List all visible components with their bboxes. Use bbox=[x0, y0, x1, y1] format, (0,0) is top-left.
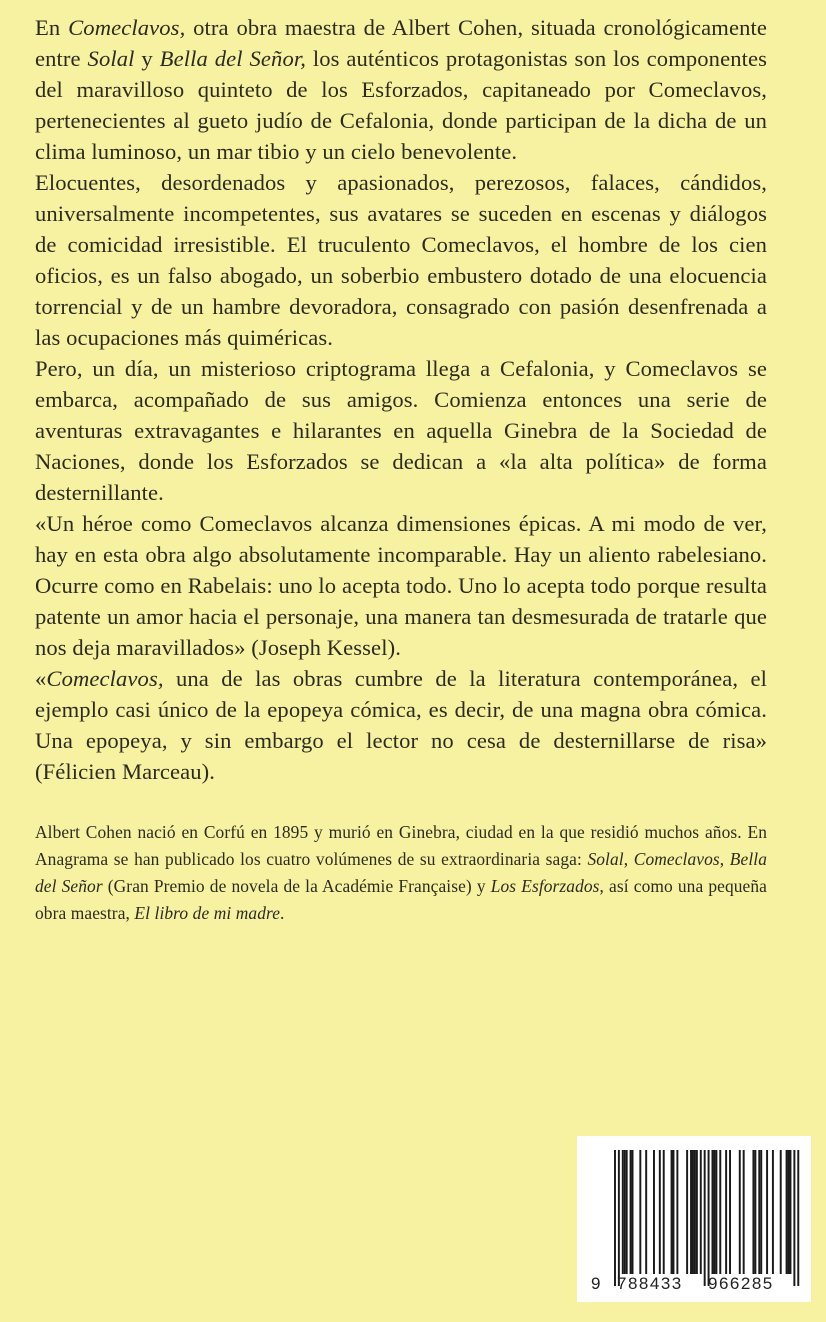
barcode-bar bbox=[790, 1150, 792, 1274]
isbn-left-group: 788433 bbox=[617, 1274, 683, 1293]
barcode-bar bbox=[752, 1150, 754, 1274]
isbn-right-group: 966285 bbox=[708, 1274, 774, 1293]
barcode-bar bbox=[626, 1150, 628, 1274]
barcode-bar bbox=[715, 1150, 717, 1274]
barcode-bar bbox=[676, 1150, 678, 1274]
text-run: (Gran Premio de novela de la Académie Française) y bbox=[102, 876, 491, 896]
text-run: , bbox=[623, 849, 634, 869]
barcode-bar bbox=[772, 1150, 774, 1274]
barcode-bar bbox=[704, 1150, 706, 1286]
barcode-bar bbox=[618, 1150, 620, 1286]
barcode-bar bbox=[653, 1150, 655, 1274]
quote-marceau bbox=[35, 663, 767, 787]
text-run: los auténticos protagonistas son los componentes del maravilloso quinteto de los Esforzados, capitaneado por Comeclavos, pertenecientes al gueto judío de Cefalonia, donde participan de la dicha de un clima luminoso, un mar tibio y un cielo benevolente. bbox=[35, 46, 767, 164]
text-run: « bbox=[35, 666, 47, 691]
barcode-bar bbox=[754, 1150, 756, 1274]
barcode-bar bbox=[793, 1150, 795, 1286]
barcode-bar bbox=[614, 1150, 616, 1286]
barcode-bar bbox=[632, 1150, 634, 1274]
barcode-bar bbox=[712, 1150, 714, 1274]
barcode-bar bbox=[686, 1150, 688, 1274]
text-run: una de las obras cumbre de la literatura contemporánea, el ejemplo casi único de la epopeya cómica, es decir, de una magna obra cómica. Una epopeya, y sin embargo el lector no cesa de desternillarse de risa» (Félicien Marceau). bbox=[35, 666, 767, 784]
barcode-bar bbox=[708, 1150, 710, 1286]
barcode-bar bbox=[663, 1150, 665, 1274]
quote-kessel: «Un héroe como Comeclavos alcanza dimensiones épicas. A mi modo de ver, hay en esta obra algo absolutamente incomparable. Hay un aliento rabelesiano. Ocurre como en Rabelais: uno lo acepta todo. Uno lo acepta todo porque resulta patente un amor hacia el personaje, una manera tan desmesurada de tratarle que nos deja maravillados» (Joseph Kessel). bbox=[35, 511, 767, 660]
barcode-bar bbox=[700, 1150, 702, 1274]
isbn-barcode bbox=[577, 1136, 811, 1302]
text-run: Albert Cohen nació en Corfú en 1895 y murió en Ginebra, ciudad en la que residió muchos años. En Anagrama se han publicado los cuatro volúmenes de su extraordinaria saga: bbox=[35, 822, 767, 869]
book-title-comeclavos: Comeclavos bbox=[633, 849, 720, 869]
barcode-bar bbox=[624, 1150, 626, 1274]
isbn-lead-digit: 9 bbox=[591, 1274, 601, 1293]
text-run: , así como una pequeña obra maestra, bbox=[35, 876, 767, 923]
barcode-bar bbox=[766, 1150, 768, 1274]
barcode-bar bbox=[786, 1150, 788, 1274]
isbn-number bbox=[591, 1273, 805, 1295]
synopsis-paragraph-2: Elocuentes, desordenados y apasionados, perezosos, falaces, cándidos, universalmente incompetentes, sus avatares se suceden en escenas y diálogos de comicidad irresistible. El truculento Comeclavos, el hombre de los cien oficios, es un falso abogado, un soberbio embustero dotado de una elocuencia torrencial y de un hambre devoradora, consagrado con pasión desenfrenada a las ocupaciones más quiméricas. bbox=[35, 170, 767, 350]
book-title-bella-del-senor: Bella del Señor, bbox=[159, 46, 306, 71]
barcode-bar bbox=[760, 1150, 762, 1274]
book-title-el-libro-de-mi-madre: El libro de mi madre bbox=[134, 903, 281, 923]
barcode-bar bbox=[713, 1150, 715, 1274]
barcode-bar bbox=[659, 1150, 661, 1274]
barcode-bar bbox=[696, 1150, 698, 1274]
book-title-comeclavos: Comeclavos, bbox=[46, 666, 164, 691]
book-title-solal: Solal bbox=[87, 46, 135, 71]
text-run: , bbox=[719, 849, 730, 869]
text-run: y bbox=[134, 46, 160, 71]
barcode-bar bbox=[694, 1150, 696, 1274]
barcode-bar bbox=[729, 1150, 731, 1274]
book-title-comeclavos: Comeclavos, bbox=[68, 15, 186, 40]
barcode-bar bbox=[725, 1150, 727, 1274]
synopsis-paragraph-3: Pero, un día, un misterioso criptograma llega a Cefalonia, y Comeclavos se embarca, acompañado de sus amigos. Comienza entonces una serie de aventuras extravagantes e hilarantes en aquella Ginebra de la Sociedad de Naciones, donde los Esforzados se dedican a «la alta política» de forma desternillante. bbox=[35, 356, 767, 505]
barcode-bar bbox=[639, 1150, 641, 1274]
author-bio bbox=[35, 819, 767, 927]
barcode-bar bbox=[780, 1150, 782, 1274]
text-run: En bbox=[35, 15, 69, 40]
barcode-bar bbox=[719, 1150, 721, 1274]
barcode-bar bbox=[758, 1150, 760, 1274]
barcode-bar bbox=[797, 1150, 799, 1286]
book-title-solal: Solal bbox=[587, 849, 624, 869]
barcode-bar bbox=[671, 1150, 673, 1274]
text-run: otra obra maestra de Albert Cohen, situada cronológicamente entre bbox=[35, 15, 768, 71]
back-cover-text bbox=[35, 12, 767, 927]
barcode-bar bbox=[788, 1150, 790, 1274]
synopsis-paragraph-1 bbox=[35, 12, 767, 167]
barcode-bar bbox=[630, 1150, 632, 1274]
barcode-bar bbox=[692, 1150, 694, 1274]
barcode-bar bbox=[739, 1150, 741, 1274]
text-run: . bbox=[280, 903, 285, 923]
book-title-bella-del-senor: Bella del Señor bbox=[35, 849, 767, 896]
barcode-bar bbox=[743, 1150, 745, 1274]
book-title-los-esforzados: Los Esforzados bbox=[490, 876, 600, 896]
barcode-bar bbox=[622, 1150, 624, 1274]
barcode-bar bbox=[645, 1150, 647, 1274]
barcode-bar bbox=[673, 1150, 675, 1274]
barcode-bar bbox=[690, 1150, 692, 1274]
